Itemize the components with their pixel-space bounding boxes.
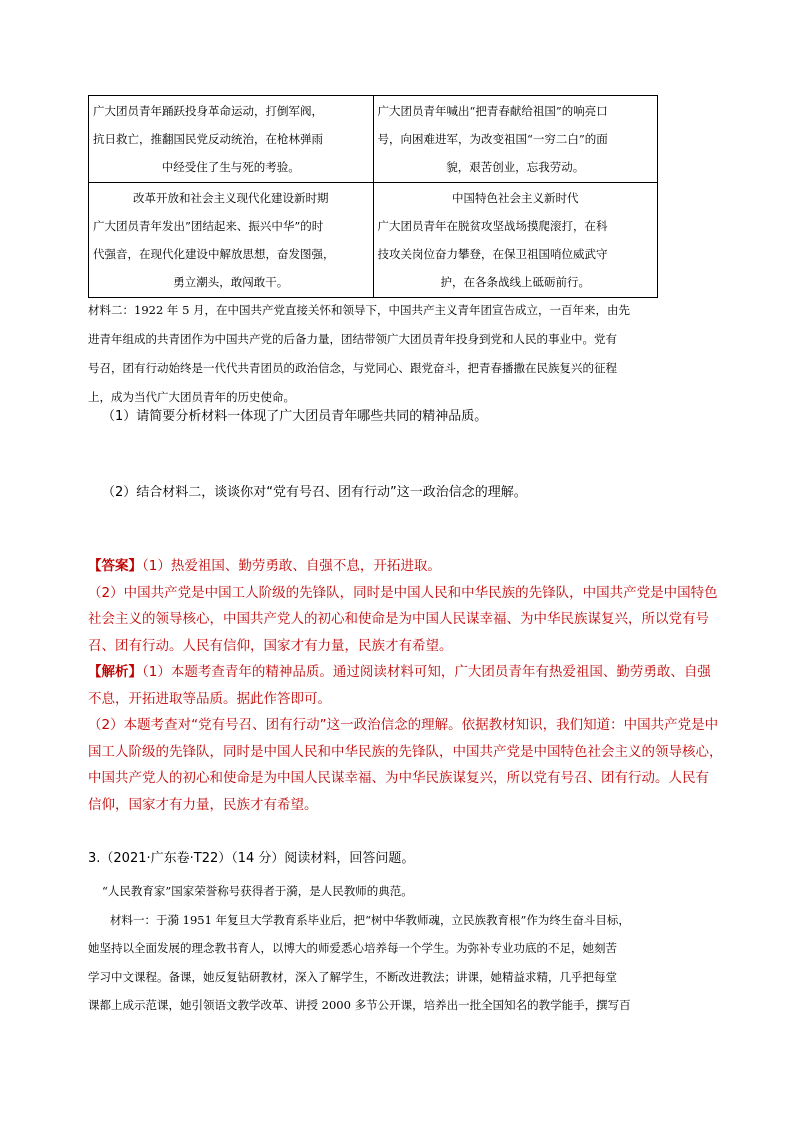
text-line: 号召，团有行动始终是一代代共青团员的政治信念，与党同心、跟党奋斗，把青春播撒在民族复兴的征程 (88, 361, 617, 375)
analysis-line-1 (88, 659, 728, 686)
cell-line: 广大团员青年喊出“把青春献给祖国”的响亮口 (377, 104, 608, 118)
material2-paragraph (88, 296, 720, 412)
text-line: 进青年组成的共青团作为中国共产党的后备力量，团结带领广大团员青年投身到党和人民的事业中。党有 (88, 332, 617, 346)
cell-line: 抗日救亡，推翻国民党反动统治，在枪林弹雨 (93, 132, 323, 146)
text-line: 中国共产党人的初心和使命是为中国人民谋幸福、为中华民族谋复兴，所以党有号召、团有行动。人民有 (88, 770, 709, 786)
cell-line: 技攻关岗位奋力攀登，在保卫祖国哨位威武守 (377, 247, 608, 261)
cell-line: 勇立潮头，敢闯敢干。 (173, 275, 289, 289)
text-line: 材料一：于漪 1951 年复旦大学教育系毕业后，把“树中华教师魂，立民族教育根”作为终生奋斗目标， (110, 912, 630, 927)
text-line: “人民教育家”国家荣誉称号获得者于漪，是人民教师的典范。 (102, 884, 413, 898)
table-cell (373, 183, 658, 298)
table-cell (89, 183, 374, 298)
answer-1: （1）热爱祖国、勤劳勇敢、自强不息，开拓进取。 (142, 558, 441, 574)
cell-line: 中国特色社会主义新时代 (452, 191, 579, 205)
analysis-1: （1）本题考查青年的精神品质。通过阅读材料可知，广大团员青年有热爱祖国、勤劳勇敢、自强 (142, 664, 711, 680)
text-line: 上，成为当代广大团员青年的历史使命。 (88, 390, 295, 404)
question-3-header: 3.（2021·广东卷·T22）（14 分）阅读材料，回答问题。 (88, 851, 415, 866)
cell-line: 号，向困难进军，为改变祖国“一穷二白”的面 (377, 132, 608, 146)
cell-line: 中经受住了生与死的考验。 (161, 160, 300, 174)
cell-line: 改革开放和社会主义现代化建设新时期 (133, 191, 329, 205)
cell-line: 代强音，在现代化建设中解放思想，奋发图强， (93, 247, 335, 261)
answer-line-1 (88, 553, 728, 580)
text-line: （2）中国共产党是中国工人阶级的先锋队，同时是中国人民和中华民族的先锋队，中国共产党是中国特色 (88, 584, 718, 601)
cell-line: 广大团员青年踊跃投身革命运动，打倒军阀， (93, 104, 323, 118)
text-line: 学习中文课程。备课，她反复钻研教材，深入了解学生，不断改进教法；讲课，她精益求精，几乎把每堂 (88, 969, 617, 984)
analysis-tag: 【解析】 (88, 664, 142, 680)
table-row (89, 96, 658, 183)
cell-line: 护，在各条战线上砥砺前行。 (440, 275, 590, 289)
text-line: （2）本题考查对“党有号召、团有行动”这一政治信念的理解。依据教材知识，我们知道：中国共产党是中 (88, 717, 719, 733)
text-line: 材料二：1922 年 5 月，在中国共产党直接关怀和领导下，中国共产主义青年团宣告成立，一百年来，由先 (88, 303, 631, 317)
table-cell (89, 96, 374, 183)
answer-tag: 【答案】 (88, 558, 142, 574)
question-2: （2）结合材料二，谈谈你对“党有号召、团有行动”这一政治信念的理解。 (102, 485, 527, 500)
cell-line: 广大团员青年发出”团结起来、振兴中华”的时 (93, 219, 324, 233)
text-line: 她坚持以全面发展的理念教书育人，以博大的师爱悉心培养每一个学生。为弥补专业功底的不足，她刻苦 (88, 941, 617, 955)
table-row (89, 183, 658, 298)
question-3-material (88, 877, 728, 1020)
text-line: 国工人阶级的先锋队，同时是中国人民和中华民族的先锋队，中国共产党是中国特色社会主义的领导核心， (88, 743, 723, 760)
answer-section (88, 553, 728, 818)
question-1: （1）请简要分析材料一体现了广大团员青年哪些共同的精神品质。 (102, 409, 488, 424)
cell-line: 貌，艰苦创业，忘我劳动。 (446, 160, 585, 174)
material1-table (88, 95, 658, 298)
cell-line: 广大团员青年在脱贫攻坚战场摸爬滚打，在科 (377, 219, 608, 233)
text-line: 课都上成示范课，她引领语文教学改革、讲授 2000 多节公开课，培养出一批全国知名的教学能手，撰写百 (88, 998, 631, 1012)
text-line: 信仰，国家才有力量，民族才有希望。 (88, 796, 318, 813)
table-cell (373, 96, 658, 183)
text-line: 社会主义的领导核心，中国共产党人的初心和使命是为中国人民谋幸福、为中华民族谋复兴，所以党有号 (88, 611, 709, 627)
text-line: 召、团有行动。人民有信仰，国家才有力量，民族才有希望。 (88, 637, 453, 654)
text-line: 不息，开拓进取等品质。据此作答即可。 (88, 690, 331, 707)
